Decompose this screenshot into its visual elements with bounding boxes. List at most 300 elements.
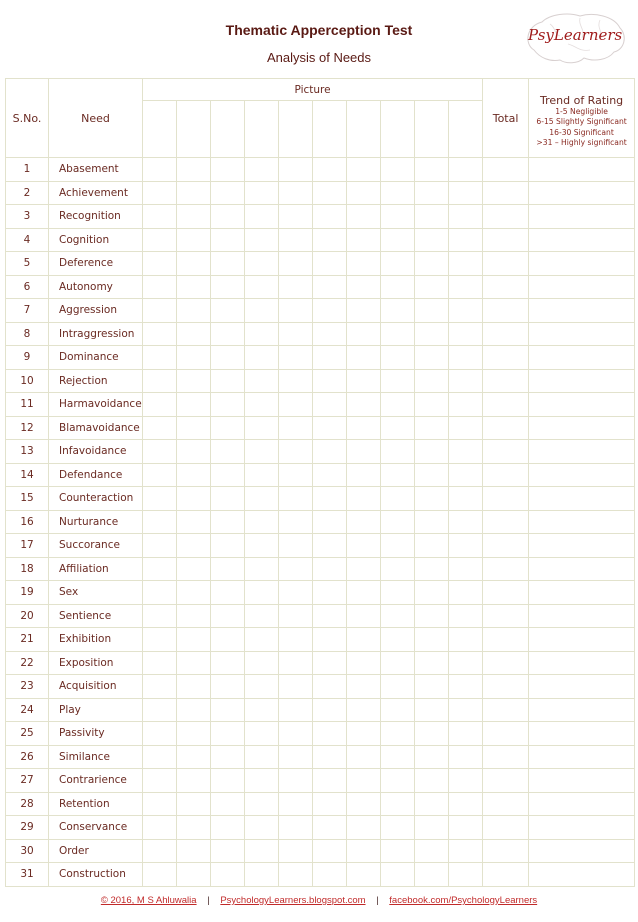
picture-rating-cell[interactable] [347, 792, 381, 816]
picture-rating-cell[interactable] [449, 252, 483, 276]
picture-rating-cell[interactable] [313, 698, 347, 722]
picture-rating-cell[interactable] [347, 557, 381, 581]
picture-rating-cell[interactable] [279, 322, 313, 346]
picture-rating-cell[interactable] [279, 369, 313, 393]
picture-rating-cell[interactable] [449, 722, 483, 746]
picture-rating-cell[interactable] [143, 792, 177, 816]
picture-rating-cell[interactable] [313, 393, 347, 417]
picture-rating-cell[interactable] [313, 557, 347, 581]
picture-rating-cell[interactable] [177, 299, 211, 323]
picture-rating-cell[interactable] [415, 487, 449, 511]
trend-cell[interactable] [529, 228, 635, 252]
picture-rating-cell[interactable] [449, 158, 483, 182]
picture-rating-cell[interactable] [449, 839, 483, 863]
picture-rating-cell[interactable] [347, 628, 381, 652]
picture-rating-cell[interactable] [245, 158, 279, 182]
total-cell[interactable] [483, 275, 529, 299]
picture-rating-cell[interactable] [279, 205, 313, 229]
picture-rating-cell[interactable] [415, 722, 449, 746]
picture-rating-cell[interactable] [347, 181, 381, 205]
picture-rating-cell[interactable] [415, 252, 449, 276]
picture-rating-cell[interactable] [449, 416, 483, 440]
picture-rating-cell[interactable] [449, 604, 483, 628]
picture-rating-cell[interactable] [279, 510, 313, 534]
picture-rating-cell[interactable] [449, 510, 483, 534]
picture-rating-cell[interactable] [381, 346, 415, 370]
picture-rating-cell[interactable] [381, 487, 415, 511]
total-cell[interactable] [483, 416, 529, 440]
picture-rating-cell[interactable] [211, 557, 245, 581]
picture-rating-cell[interactable] [381, 581, 415, 605]
picture-rating-cell[interactable] [143, 463, 177, 487]
picture-rating-cell[interactable] [211, 416, 245, 440]
picture-rating-cell[interactable] [313, 346, 347, 370]
picture-rating-cell[interactable] [313, 487, 347, 511]
picture-rating-cell[interactable] [347, 534, 381, 558]
total-cell[interactable] [483, 839, 529, 863]
picture-rating-cell[interactable] [313, 816, 347, 840]
picture-rating-cell[interactable] [211, 275, 245, 299]
picture-rating-cell[interactable] [347, 463, 381, 487]
picture-rating-cell[interactable] [245, 675, 279, 699]
picture-rating-cell[interactable] [449, 322, 483, 346]
picture-rating-cell[interactable] [245, 510, 279, 534]
picture-rating-cell[interactable] [347, 487, 381, 511]
picture-rating-cell[interactable] [245, 393, 279, 417]
trend-cell[interactable] [529, 581, 635, 605]
picture-rating-cell[interactable] [347, 346, 381, 370]
picture-rating-cell[interactable] [381, 275, 415, 299]
picture-rating-cell[interactable] [211, 510, 245, 534]
total-cell[interactable] [483, 816, 529, 840]
picture-rating-cell[interactable] [313, 722, 347, 746]
picture-rating-cell[interactable] [143, 393, 177, 417]
total-cell[interactable] [483, 581, 529, 605]
picture-rating-cell[interactable] [245, 369, 279, 393]
picture-rating-cell[interactable] [381, 534, 415, 558]
picture-rating-cell[interactable] [381, 228, 415, 252]
picture-rating-cell[interactable] [415, 275, 449, 299]
facebook-link[interactable]: facebook.com/PsychologyLearners [389, 895, 538, 906]
picture-rating-cell[interactable] [347, 510, 381, 534]
picture-rating-cell[interactable] [313, 322, 347, 346]
picture-rating-cell[interactable] [245, 628, 279, 652]
picture-rating-cell[interactable] [143, 745, 177, 769]
trend-cell[interactable] [529, 816, 635, 840]
picture-rating-cell[interactable] [449, 275, 483, 299]
picture-rating-cell[interactable] [177, 839, 211, 863]
picture-rating-cell[interactable] [347, 228, 381, 252]
picture-rating-cell[interactable] [211, 205, 245, 229]
picture-rating-cell[interactable] [211, 628, 245, 652]
total-cell[interactable] [483, 322, 529, 346]
picture-rating-cell[interactable] [279, 181, 313, 205]
picture-rating-cell[interactable] [143, 839, 177, 863]
total-cell[interactable] [483, 510, 529, 534]
picture-rating-cell[interactable] [381, 252, 415, 276]
picture-rating-cell[interactable] [177, 722, 211, 746]
picture-rating-cell[interactable] [211, 651, 245, 675]
trend-cell[interactable] [529, 369, 635, 393]
total-cell[interactable] [483, 181, 529, 205]
total-cell[interactable] [483, 675, 529, 699]
picture-rating-cell[interactable] [279, 816, 313, 840]
picture-rating-cell[interactable] [245, 792, 279, 816]
trend-cell[interactable] [529, 322, 635, 346]
picture-rating-cell[interactable] [347, 205, 381, 229]
picture-rating-cell[interactable] [245, 440, 279, 464]
picture-rating-cell[interactable] [177, 816, 211, 840]
picture-rating-cell[interactable] [381, 628, 415, 652]
picture-rating-cell[interactable] [177, 604, 211, 628]
picture-rating-cell[interactable] [449, 816, 483, 840]
picture-rating-cell[interactable] [211, 863, 245, 887]
picture-rating-cell[interactable] [177, 322, 211, 346]
picture-rating-cell[interactable] [245, 769, 279, 793]
picture-rating-cell[interactable] [415, 299, 449, 323]
picture-rating-cell[interactable] [177, 369, 211, 393]
picture-rating-cell[interactable] [449, 557, 483, 581]
picture-rating-cell[interactable] [313, 604, 347, 628]
picture-rating-cell[interactable] [381, 816, 415, 840]
picture-rating-cell[interactable] [415, 463, 449, 487]
picture-rating-cell[interactable] [177, 698, 211, 722]
picture-rating-cell[interactable] [245, 863, 279, 887]
picture-rating-cell[interactable] [415, 675, 449, 699]
picture-rating-cell[interactable] [313, 252, 347, 276]
picture-rating-cell[interactable] [381, 393, 415, 417]
picture-rating-cell[interactable] [313, 769, 347, 793]
picture-rating-cell[interactable] [449, 346, 483, 370]
total-cell[interactable] [483, 557, 529, 581]
picture-rating-cell[interactable] [245, 487, 279, 511]
picture-rating-cell[interactable] [211, 181, 245, 205]
picture-rating-cell[interactable] [381, 698, 415, 722]
trend-cell[interactable] [529, 863, 635, 887]
total-cell[interactable] [483, 369, 529, 393]
picture-rating-cell[interactable] [177, 651, 211, 675]
picture-rating-cell[interactable] [279, 698, 313, 722]
trend-cell[interactable] [529, 346, 635, 370]
picture-rating-cell[interactable] [381, 839, 415, 863]
total-cell[interactable] [483, 698, 529, 722]
picture-rating-cell[interactable] [211, 463, 245, 487]
picture-rating-cell[interactable] [143, 416, 177, 440]
picture-rating-cell[interactable] [313, 792, 347, 816]
picture-rating-cell[interactable] [245, 346, 279, 370]
picture-rating-cell[interactable] [449, 651, 483, 675]
picture-rating-cell[interactable] [449, 440, 483, 464]
total-cell[interactable] [483, 228, 529, 252]
trend-cell[interactable] [529, 651, 635, 675]
picture-rating-cell[interactable] [381, 322, 415, 346]
picture-rating-cell[interactable] [177, 487, 211, 511]
total-cell[interactable] [483, 792, 529, 816]
picture-rating-cell[interactable] [177, 346, 211, 370]
picture-rating-cell[interactable] [381, 722, 415, 746]
picture-rating-cell[interactable] [449, 534, 483, 558]
picture-rating-cell[interactable] [381, 651, 415, 675]
picture-rating-cell[interactable] [449, 792, 483, 816]
picture-rating-cell[interactable] [279, 487, 313, 511]
picture-rating-cell[interactable] [381, 205, 415, 229]
picture-rating-cell[interactable] [279, 416, 313, 440]
picture-rating-cell[interactable] [279, 628, 313, 652]
picture-rating-cell[interactable] [279, 722, 313, 746]
total-cell[interactable] [483, 628, 529, 652]
trend-cell[interactable] [529, 698, 635, 722]
picture-rating-cell[interactable] [143, 252, 177, 276]
trend-cell[interactable] [529, 393, 635, 417]
picture-rating-cell[interactable] [347, 698, 381, 722]
picture-rating-cell[interactable] [415, 604, 449, 628]
picture-rating-cell[interactable] [143, 299, 177, 323]
picture-rating-cell[interactable] [143, 181, 177, 205]
picture-rating-cell[interactable] [381, 369, 415, 393]
picture-rating-cell[interactable] [381, 745, 415, 769]
picture-rating-cell[interactable] [415, 205, 449, 229]
picture-rating-cell[interactable] [347, 745, 381, 769]
picture-rating-cell[interactable] [449, 698, 483, 722]
trend-cell[interactable] [529, 205, 635, 229]
trend-cell[interactable] [529, 722, 635, 746]
picture-rating-cell[interactable] [211, 581, 245, 605]
picture-rating-cell[interactable] [245, 275, 279, 299]
picture-rating-cell[interactable] [449, 369, 483, 393]
picture-rating-cell[interactable] [415, 393, 449, 417]
total-cell[interactable] [483, 534, 529, 558]
picture-rating-cell[interactable] [347, 393, 381, 417]
picture-rating-cell[interactable] [449, 745, 483, 769]
picture-rating-cell[interactable] [177, 440, 211, 464]
picture-rating-cell[interactable] [177, 205, 211, 229]
picture-rating-cell[interactable] [415, 510, 449, 534]
picture-rating-cell[interactable] [313, 463, 347, 487]
trend-cell[interactable] [529, 792, 635, 816]
total-cell[interactable] [483, 463, 529, 487]
picture-rating-cell[interactable] [415, 557, 449, 581]
picture-rating-cell[interactable] [211, 158, 245, 182]
picture-rating-cell[interactable] [381, 792, 415, 816]
picture-rating-cell[interactable] [143, 440, 177, 464]
total-cell[interactable] [483, 722, 529, 746]
picture-rating-cell[interactable] [177, 158, 211, 182]
picture-rating-cell[interactable] [211, 393, 245, 417]
picture-rating-cell[interactable] [211, 816, 245, 840]
picture-rating-cell[interactable] [143, 487, 177, 511]
picture-rating-cell[interactable] [279, 745, 313, 769]
picture-rating-cell[interactable] [347, 581, 381, 605]
picture-rating-cell[interactable] [279, 604, 313, 628]
picture-rating-cell[interactable] [415, 863, 449, 887]
picture-rating-cell[interactable] [177, 181, 211, 205]
picture-rating-cell[interactable] [143, 604, 177, 628]
picture-rating-cell[interactable] [245, 299, 279, 323]
picture-rating-cell[interactable] [143, 534, 177, 558]
trend-cell[interactable] [529, 275, 635, 299]
picture-rating-cell[interactable] [415, 228, 449, 252]
picture-rating-cell[interactable] [143, 228, 177, 252]
picture-rating-cell[interactable] [245, 252, 279, 276]
picture-rating-cell[interactable] [381, 299, 415, 323]
trend-cell[interactable] [529, 181, 635, 205]
picture-rating-cell[interactable] [245, 463, 279, 487]
picture-rating-cell[interactable] [245, 816, 279, 840]
blog-link[interactable]: PsychologyLearners.blogspot.com [220, 895, 366, 906]
picture-rating-cell[interactable] [211, 487, 245, 511]
picture-rating-cell[interactable] [279, 346, 313, 370]
picture-rating-cell[interactable] [245, 604, 279, 628]
picture-rating-cell[interactable] [177, 393, 211, 417]
picture-rating-cell[interactable] [245, 322, 279, 346]
picture-rating-cell[interactable] [449, 299, 483, 323]
trend-cell[interactable] [529, 604, 635, 628]
picture-rating-cell[interactable] [449, 228, 483, 252]
picture-rating-cell[interactable] [449, 205, 483, 229]
picture-rating-cell[interactable] [415, 369, 449, 393]
picture-rating-cell[interactable] [211, 745, 245, 769]
picture-rating-cell[interactable] [143, 722, 177, 746]
total-cell[interactable] [483, 604, 529, 628]
picture-rating-cell[interactable] [279, 792, 313, 816]
picture-rating-cell[interactable] [313, 534, 347, 558]
picture-rating-cell[interactable] [143, 205, 177, 229]
picture-rating-cell[interactable] [177, 628, 211, 652]
picture-rating-cell[interactable] [279, 158, 313, 182]
picture-rating-cell[interactable] [313, 181, 347, 205]
picture-rating-cell[interactable] [143, 581, 177, 605]
total-cell[interactable] [483, 158, 529, 182]
picture-rating-cell[interactable] [415, 698, 449, 722]
picture-rating-cell[interactable] [211, 369, 245, 393]
picture-rating-cell[interactable] [313, 228, 347, 252]
picture-rating-cell[interactable] [381, 675, 415, 699]
picture-rating-cell[interactable] [143, 275, 177, 299]
picture-rating-cell[interactable] [143, 698, 177, 722]
picture-rating-cell[interactable] [211, 839, 245, 863]
picture-rating-cell[interactable] [177, 510, 211, 534]
picture-rating-cell[interactable] [449, 487, 483, 511]
picture-rating-cell[interactable] [279, 463, 313, 487]
picture-rating-cell[interactable] [415, 816, 449, 840]
picture-rating-cell[interactable] [347, 675, 381, 699]
trend-cell[interactable] [529, 557, 635, 581]
picture-rating-cell[interactable] [177, 252, 211, 276]
picture-rating-cell[interactable] [211, 252, 245, 276]
picture-rating-cell[interactable] [347, 651, 381, 675]
picture-rating-cell[interactable] [211, 675, 245, 699]
picture-rating-cell[interactable] [177, 675, 211, 699]
picture-rating-cell[interactable] [415, 416, 449, 440]
picture-rating-cell[interactable] [415, 158, 449, 182]
picture-rating-cell[interactable] [143, 675, 177, 699]
total-cell[interactable] [483, 440, 529, 464]
picture-rating-cell[interactable] [245, 416, 279, 440]
trend-cell[interactable] [529, 299, 635, 323]
picture-rating-cell[interactable] [313, 863, 347, 887]
trend-cell[interactable] [529, 675, 635, 699]
picture-rating-cell[interactable] [279, 675, 313, 699]
picture-rating-cell[interactable] [313, 299, 347, 323]
picture-rating-cell[interactable] [143, 628, 177, 652]
picture-rating-cell[interactable] [347, 416, 381, 440]
picture-rating-cell[interactable] [347, 722, 381, 746]
picture-rating-cell[interactable] [211, 722, 245, 746]
picture-rating-cell[interactable] [245, 839, 279, 863]
picture-rating-cell[interactable] [279, 275, 313, 299]
picture-rating-cell[interactable] [347, 863, 381, 887]
copyright-link[interactable]: © 2016, M S Ahluwalia [100, 895, 197, 906]
total-cell[interactable] [483, 346, 529, 370]
total-cell[interactable] [483, 252, 529, 276]
picture-rating-cell[interactable] [347, 604, 381, 628]
trend-cell[interactable] [529, 769, 635, 793]
picture-rating-cell[interactable] [381, 440, 415, 464]
picture-rating-cell[interactable] [279, 651, 313, 675]
picture-rating-cell[interactable] [381, 463, 415, 487]
picture-rating-cell[interactable] [347, 839, 381, 863]
picture-rating-cell[interactable] [177, 863, 211, 887]
picture-rating-cell[interactable] [143, 158, 177, 182]
picture-rating-cell[interactable] [347, 299, 381, 323]
picture-rating-cell[interactable] [279, 769, 313, 793]
picture-rating-cell[interactable] [347, 275, 381, 299]
picture-rating-cell[interactable] [245, 205, 279, 229]
picture-rating-cell[interactable] [449, 181, 483, 205]
picture-rating-cell[interactable] [143, 651, 177, 675]
picture-rating-cell[interactable] [313, 510, 347, 534]
picture-rating-cell[interactable] [177, 581, 211, 605]
picture-rating-cell[interactable] [279, 440, 313, 464]
picture-rating-cell[interactable] [313, 675, 347, 699]
picture-rating-cell[interactable] [415, 745, 449, 769]
picture-rating-cell[interactable] [211, 769, 245, 793]
picture-rating-cell[interactable] [347, 322, 381, 346]
picture-rating-cell[interactable] [177, 275, 211, 299]
picture-rating-cell[interactable] [381, 416, 415, 440]
trend-cell[interactable] [529, 534, 635, 558]
picture-rating-cell[interactable] [415, 651, 449, 675]
trend-cell[interactable] [529, 510, 635, 534]
picture-rating-cell[interactable] [211, 604, 245, 628]
picture-rating-cell[interactable] [245, 745, 279, 769]
picture-rating-cell[interactable] [313, 628, 347, 652]
picture-rating-cell[interactable] [245, 722, 279, 746]
trend-cell[interactable] [529, 487, 635, 511]
picture-rating-cell[interactable] [245, 698, 279, 722]
total-cell[interactable] [483, 205, 529, 229]
trend-cell[interactable] [529, 745, 635, 769]
trend-cell[interactable] [529, 628, 635, 652]
picture-rating-cell[interactable] [449, 463, 483, 487]
picture-rating-cell[interactable] [313, 440, 347, 464]
picture-rating-cell[interactable] [313, 158, 347, 182]
picture-rating-cell[interactable] [279, 839, 313, 863]
picture-rating-cell[interactable] [177, 769, 211, 793]
picture-rating-cell[interactable] [177, 228, 211, 252]
picture-rating-cell[interactable] [415, 346, 449, 370]
picture-rating-cell[interactable] [347, 158, 381, 182]
picture-rating-cell[interactable] [449, 581, 483, 605]
picture-rating-cell[interactable] [381, 863, 415, 887]
picture-rating-cell[interactable] [313, 651, 347, 675]
picture-rating-cell[interactable] [313, 369, 347, 393]
picture-rating-cell[interactable] [449, 628, 483, 652]
picture-rating-cell[interactable] [279, 228, 313, 252]
picture-rating-cell[interactable] [211, 440, 245, 464]
picture-rating-cell[interactable] [347, 252, 381, 276]
picture-rating-cell[interactable] [211, 228, 245, 252]
